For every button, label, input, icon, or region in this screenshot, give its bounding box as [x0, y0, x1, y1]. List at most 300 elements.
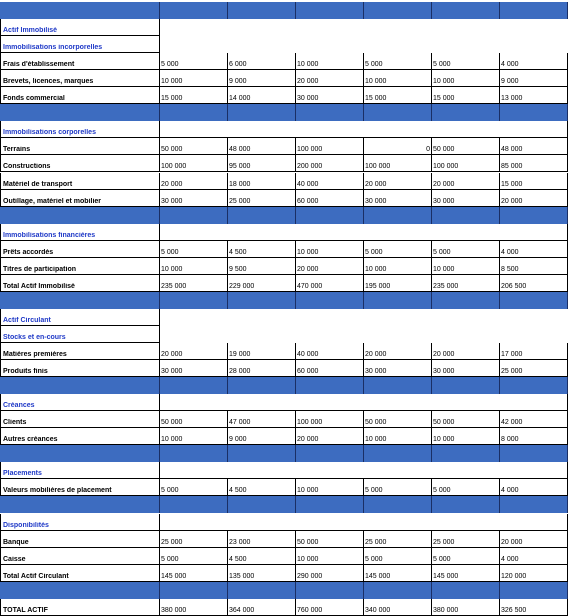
grid-line — [159, 565, 160, 582]
grid-line — [431, 411, 432, 428]
value-cell: 10 000 — [297, 61, 319, 69]
value-cell: 20 000 — [297, 436, 319, 444]
band-separator — [159, 104, 160, 121]
band-separator — [295, 445, 296, 462]
data-row — [0, 531, 568, 548]
value-cell: 5 000 — [433, 487, 451, 495]
grid-line — [431, 565, 432, 582]
band-row — [0, 445, 568, 462]
value-cell: 18 000 — [229, 180, 251, 188]
band-separator — [499, 377, 500, 394]
grid-line — [363, 258, 364, 275]
grid-line — [295, 70, 296, 87]
value-cell: 9 000 — [229, 78, 247, 86]
grid-line — [499, 343, 500, 360]
data-row — [0, 53, 568, 70]
grid-line — [227, 190, 228, 207]
header-band — [0, 445, 568, 462]
grid-line — [0, 173, 1, 190]
data-row — [0, 479, 568, 496]
header-band — [0, 496, 568, 513]
grid-line — [499, 428, 500, 445]
grid-line — [159, 224, 160, 241]
grid-line — [363, 548, 364, 565]
value-cell: 10 000 — [297, 555, 319, 563]
grid-line — [499, 599, 500, 616]
grid-line — [499, 258, 500, 275]
grid-line — [295, 241, 296, 258]
grid-line — [227, 343, 228, 360]
section-row — [0, 309, 568, 326]
grid-line — [295, 343, 296, 360]
value-cell: 50 000 — [433, 419, 455, 427]
band-separator — [227, 582, 228, 599]
grid-line — [431, 531, 432, 548]
band-row — [0, 2, 568, 19]
header-band — [0, 104, 568, 121]
grid-line — [499, 479, 500, 496]
grid-line — [431, 360, 432, 377]
grid-line — [499, 173, 500, 190]
grid-line — [0, 599, 1, 616]
value-cell: 50 000 — [365, 419, 387, 427]
section-heading: Immobilisations incorporelles — [3, 44, 103, 52]
grid-line — [227, 479, 228, 496]
value-cell: 4 500 — [229, 555, 247, 563]
band-separator — [295, 104, 296, 121]
band-separator — [159, 207, 160, 224]
value-cell: 14 000 — [229, 95, 251, 103]
section-heading: Actif Circulant — [3, 316, 51, 324]
row-label: Matériel de transport — [3, 180, 73, 188]
grid-line — [227, 565, 228, 582]
grid-line — [159, 394, 160, 411]
grid-line — [159, 531, 160, 548]
grid-line — [159, 190, 160, 207]
band-separator — [227, 496, 228, 513]
grid-line — [431, 155, 432, 172]
value-cell: 25 000 — [501, 368, 523, 376]
grid-line — [159, 155, 160, 172]
band-separator — [159, 292, 160, 309]
section-heading: Immobilisations financières — [3, 231, 96, 239]
data-row — [0, 155, 568, 172]
grid-line — [295, 411, 296, 428]
grid-line — [499, 53, 500, 70]
grid-line — [295, 479, 296, 496]
grid-line — [431, 241, 432, 258]
section-row — [0, 224, 568, 241]
value-cell: 5 000 — [365, 61, 383, 69]
grid-line — [431, 548, 432, 565]
row-label: Total Actif Immobilisé — [3, 282, 75, 290]
value-cell: 15 000 — [433, 95, 455, 103]
band-separator — [363, 207, 364, 224]
band-separator — [159, 496, 160, 513]
band-separator — [431, 207, 432, 224]
grid-line — [431, 258, 432, 275]
value-cell: 30 000 — [433, 197, 455, 205]
data-row — [0, 241, 568, 258]
grid-line — [159, 121, 160, 138]
band-row — [0, 104, 568, 121]
value-cell: 15 000 — [161, 95, 183, 103]
value-cell: 4 500 — [229, 487, 247, 495]
band-separator — [227, 2, 228, 19]
grid-line — [363, 411, 364, 428]
data-row — [0, 548, 568, 565]
value-cell: 364 000 — [229, 606, 255, 614]
band-separator — [499, 2, 500, 19]
value-cell: 17 000 — [501, 351, 523, 359]
value-cell: 20 000 — [365, 180, 387, 188]
value-cell: 20 000 — [501, 538, 523, 546]
section-heading: Placements — [3, 470, 42, 478]
band-separator — [499, 104, 500, 121]
value-cell: 30 000 — [433, 368, 455, 376]
value-cell: 15 000 — [501, 180, 523, 188]
value-cell: 23 000 — [229, 538, 251, 546]
value-cell: 20 000 — [433, 180, 455, 188]
value-cell: 47 000 — [229, 419, 251, 427]
value-cell: 100 000 — [433, 163, 459, 171]
band-separator — [363, 2, 364, 19]
section-heading: Créances — [3, 402, 35, 410]
band-row — [0, 292, 568, 309]
value-cell: 25 000 — [161, 538, 183, 546]
value-cell: 50 000 — [433, 146, 455, 154]
grid-line — [295, 360, 296, 377]
band-separator — [499, 496, 500, 513]
value-cell: 30 000 — [161, 197, 183, 205]
grid-line — [431, 190, 432, 207]
grid-line — [159, 70, 160, 87]
value-cell: 42 000 — [501, 419, 523, 427]
grid-line — [363, 87, 364, 104]
grid-line — [431, 275, 432, 292]
header-band — [0, 377, 568, 394]
value-cell: 380 000 — [433, 606, 459, 614]
value-cell: 290 000 — [297, 572, 323, 580]
grid-line — [159, 462, 160, 479]
value-cell: 10 000 — [161, 265, 183, 273]
value-cell: 30 000 — [297, 95, 319, 103]
section-row — [0, 326, 568, 343]
value-cell: 9 000 — [501, 78, 519, 86]
header-band — [0, 207, 568, 224]
value-cell: 60 000 — [297, 368, 319, 376]
value-cell: 20 000 — [161, 351, 183, 359]
value-cell: 235 000 — [161, 282, 187, 290]
value-cell: 10 000 — [297, 487, 319, 495]
value-cell: 25 000 — [365, 538, 387, 546]
band-separator — [159, 582, 160, 599]
band-separator — [363, 377, 364, 394]
band-separator — [227, 207, 228, 224]
grid-line — [159, 514, 160, 531]
row-label: Frais d'établissement — [3, 61, 75, 69]
value-cell: 28 000 — [229, 368, 251, 376]
value-cell: 326 500 — [501, 606, 527, 614]
row-label: Prêts accordés — [3, 248, 54, 256]
row-label: Valeurs mobilières de placement — [3, 487, 112, 495]
value-cell: 470 000 — [297, 282, 323, 290]
grid-line — [431, 343, 432, 360]
grid-line — [159, 19, 160, 36]
value-cell: 4 000 — [501, 248, 519, 256]
grid-line — [363, 360, 364, 377]
grid-line — [159, 53, 160, 70]
grid-line — [0, 514, 1, 531]
value-cell: 5 000 — [161, 487, 179, 495]
row-label: Terrains — [3, 146, 31, 154]
grid-line — [227, 87, 228, 104]
band-separator — [363, 582, 364, 599]
grid-line — [499, 241, 500, 258]
grid-line — [295, 138, 296, 155]
grid-line — [0, 138, 1, 155]
value-cell: 120 000 — [501, 572, 527, 580]
row-label: Outillage, matériel et mobilier — [3, 197, 102, 205]
grid-line — [431, 428, 432, 445]
section-heading: Immobilisations corporelles — [3, 129, 96, 137]
grid-line — [0, 241, 1, 258]
data-row — [0, 173, 568, 190]
grid-line — [295, 275, 296, 292]
section-row — [0, 514, 568, 531]
grid-line — [431, 53, 432, 70]
value-cell: 4 000 — [501, 487, 519, 495]
data-row — [0, 190, 568, 207]
grid-line — [499, 360, 500, 377]
value-cell: 20 000 — [501, 197, 523, 205]
data-row — [0, 258, 568, 275]
value-cell: 135 000 — [229, 572, 255, 580]
grid-line — [499, 70, 500, 87]
grid-line — [0, 155, 1, 172]
band-separator — [499, 582, 500, 599]
band-separator — [363, 445, 364, 462]
grid-line — [0, 53, 1, 70]
data-row — [0, 138, 568, 155]
value-cell: 10 000 — [433, 78, 455, 86]
grid-line — [0, 258, 1, 275]
grid-line — [295, 565, 296, 582]
value-cell: 25 000 — [229, 197, 251, 205]
value-cell: 50 000 — [297, 538, 319, 546]
band-separator — [431, 2, 432, 19]
row-label: Titres de participation — [3, 265, 76, 273]
value-cell: 100 000 — [297, 146, 323, 154]
value-cell: 5 000 — [365, 248, 383, 256]
value-cell: 48 000 — [229, 146, 251, 154]
value-cell: 5 000 — [161, 555, 179, 563]
band-separator — [227, 445, 228, 462]
row-label: Fonds commercial — [3, 95, 65, 103]
band-separator — [227, 292, 228, 309]
grid-line — [363, 479, 364, 496]
grid-line — [295, 428, 296, 445]
grid-line — [227, 53, 228, 70]
grid-line — [363, 138, 364, 155]
value-cell: 85 000 — [501, 163, 523, 171]
band-separator — [363, 496, 364, 513]
value-cell: 20 000 — [297, 78, 319, 86]
band-separator — [431, 582, 432, 599]
value-cell: 5 000 — [365, 487, 383, 495]
grid-line — [363, 70, 364, 87]
grid-line — [363, 190, 364, 207]
value-cell: 13 000 — [501, 95, 523, 103]
value-cell: 40 000 — [297, 351, 319, 359]
grid-line — [499, 548, 500, 565]
data-row — [0, 411, 568, 428]
value-cell: 48 000 — [501, 146, 523, 154]
grid-line — [363, 599, 364, 616]
value-cell: 30 000 — [365, 197, 387, 205]
band-separator — [295, 377, 296, 394]
grid-line — [159, 36, 160, 53]
value-cell: 5 000 — [365, 555, 383, 563]
grid-line — [0, 224, 1, 241]
section-row — [0, 36, 568, 53]
band-separator — [295, 207, 296, 224]
grid-line — [295, 53, 296, 70]
grid-line — [499, 531, 500, 548]
value-cell: 8 500 — [501, 265, 519, 273]
grid-line — [295, 531, 296, 548]
grid-line — [227, 531, 228, 548]
grid-line — [0, 343, 1, 360]
header-band — [0, 2, 568, 19]
grid-line — [227, 138, 228, 155]
grid-line — [363, 531, 364, 548]
grid-line — [0, 411, 1, 428]
grid-line — [0, 360, 1, 377]
grid-line — [159, 258, 160, 275]
band-separator — [227, 104, 228, 121]
section-row — [0, 19, 568, 36]
grid-line — [295, 599, 296, 616]
grid-line — [159, 599, 160, 616]
grid-line — [159, 343, 160, 360]
value-cell: 10 000 — [297, 248, 319, 256]
band-separator — [431, 104, 432, 121]
data-row — [0, 275, 568, 292]
value-cell: 6 000 — [229, 61, 247, 69]
value-cell: 9 000 — [229, 436, 247, 444]
band-separator — [499, 207, 500, 224]
band-row — [0, 207, 568, 224]
grid-line — [295, 155, 296, 172]
grid-line — [159, 360, 160, 377]
value-cell: 4 000 — [501, 61, 519, 69]
value-cell: 10 000 — [365, 265, 387, 273]
data-row — [0, 87, 568, 104]
grid-line — [227, 173, 228, 190]
value-cell: 60 000 — [297, 197, 319, 205]
grid-line — [0, 326, 1, 343]
value-cell: 4 500 — [229, 248, 247, 256]
grid-line — [499, 138, 500, 155]
value-cell: 100 000 — [297, 419, 323, 427]
band-separator — [431, 292, 432, 309]
grid-line — [159, 309, 160, 326]
band-separator — [159, 377, 160, 394]
grid-line — [0, 87, 1, 104]
grid-line — [0, 548, 1, 565]
value-cell: 145 000 — [365, 572, 391, 580]
grid-line — [431, 599, 432, 616]
value-cell: 10 000 — [365, 436, 387, 444]
section-row — [0, 462, 568, 479]
header-band — [0, 582, 568, 599]
value-cell: 20 000 — [365, 351, 387, 359]
grid-line — [159, 428, 160, 445]
grid-line — [0, 190, 1, 207]
section-heading: Stocks et en-cours — [3, 333, 66, 341]
value-cell: 30 000 — [365, 368, 387, 376]
value-cell: 25 000 — [433, 538, 455, 546]
band-row — [0, 496, 568, 513]
data-row — [0, 599, 568, 616]
value-cell: 20 000 — [297, 265, 319, 273]
grid-line — [159, 241, 160, 258]
data-row — [0, 428, 568, 445]
grid-line — [431, 479, 432, 496]
grid-line — [159, 326, 160, 343]
band-separator — [295, 582, 296, 599]
value-cell: 5 000 — [161, 248, 179, 256]
grid-line — [431, 87, 432, 104]
grid-line — [499, 190, 500, 207]
value-cell: 20 000 — [161, 180, 183, 188]
value-cell: 145 000 — [161, 572, 187, 580]
row-label: Brevets, licences, marques — [3, 78, 94, 86]
data-row — [0, 70, 568, 87]
band-separator — [295, 2, 296, 19]
band-separator — [431, 377, 432, 394]
value-cell: 10 000 — [161, 78, 183, 86]
grid-line — [431, 173, 432, 190]
grid-line — [431, 138, 432, 155]
row-label: Autres créances — [3, 436, 58, 444]
grid-line — [363, 173, 364, 190]
row-label: Constructions — [3, 163, 51, 171]
grid-line — [431, 70, 432, 87]
grid-line — [363, 343, 364, 360]
grid-line — [295, 548, 296, 565]
value-cell: 10 000 — [365, 78, 387, 86]
grid-line — [159, 548, 160, 565]
grid-line — [363, 53, 364, 70]
grid-line — [227, 548, 228, 565]
band-separator — [499, 292, 500, 309]
value-cell: 340 000 — [365, 606, 391, 614]
band-separator — [363, 292, 364, 309]
value-cell: 5 000 — [433, 248, 451, 256]
grid-line — [499, 275, 500, 292]
grid-line — [295, 173, 296, 190]
grid-line — [227, 275, 228, 292]
row-label: Banque — [3, 538, 29, 546]
grid-line — [0, 309, 1, 326]
row-label: Produits finis — [3, 368, 48, 376]
grid-line — [363, 428, 364, 445]
section-heading: Disponibilités — [3, 521, 49, 529]
row-label: Caisse — [3, 555, 26, 563]
row-label: Matières premières — [3, 351, 67, 359]
